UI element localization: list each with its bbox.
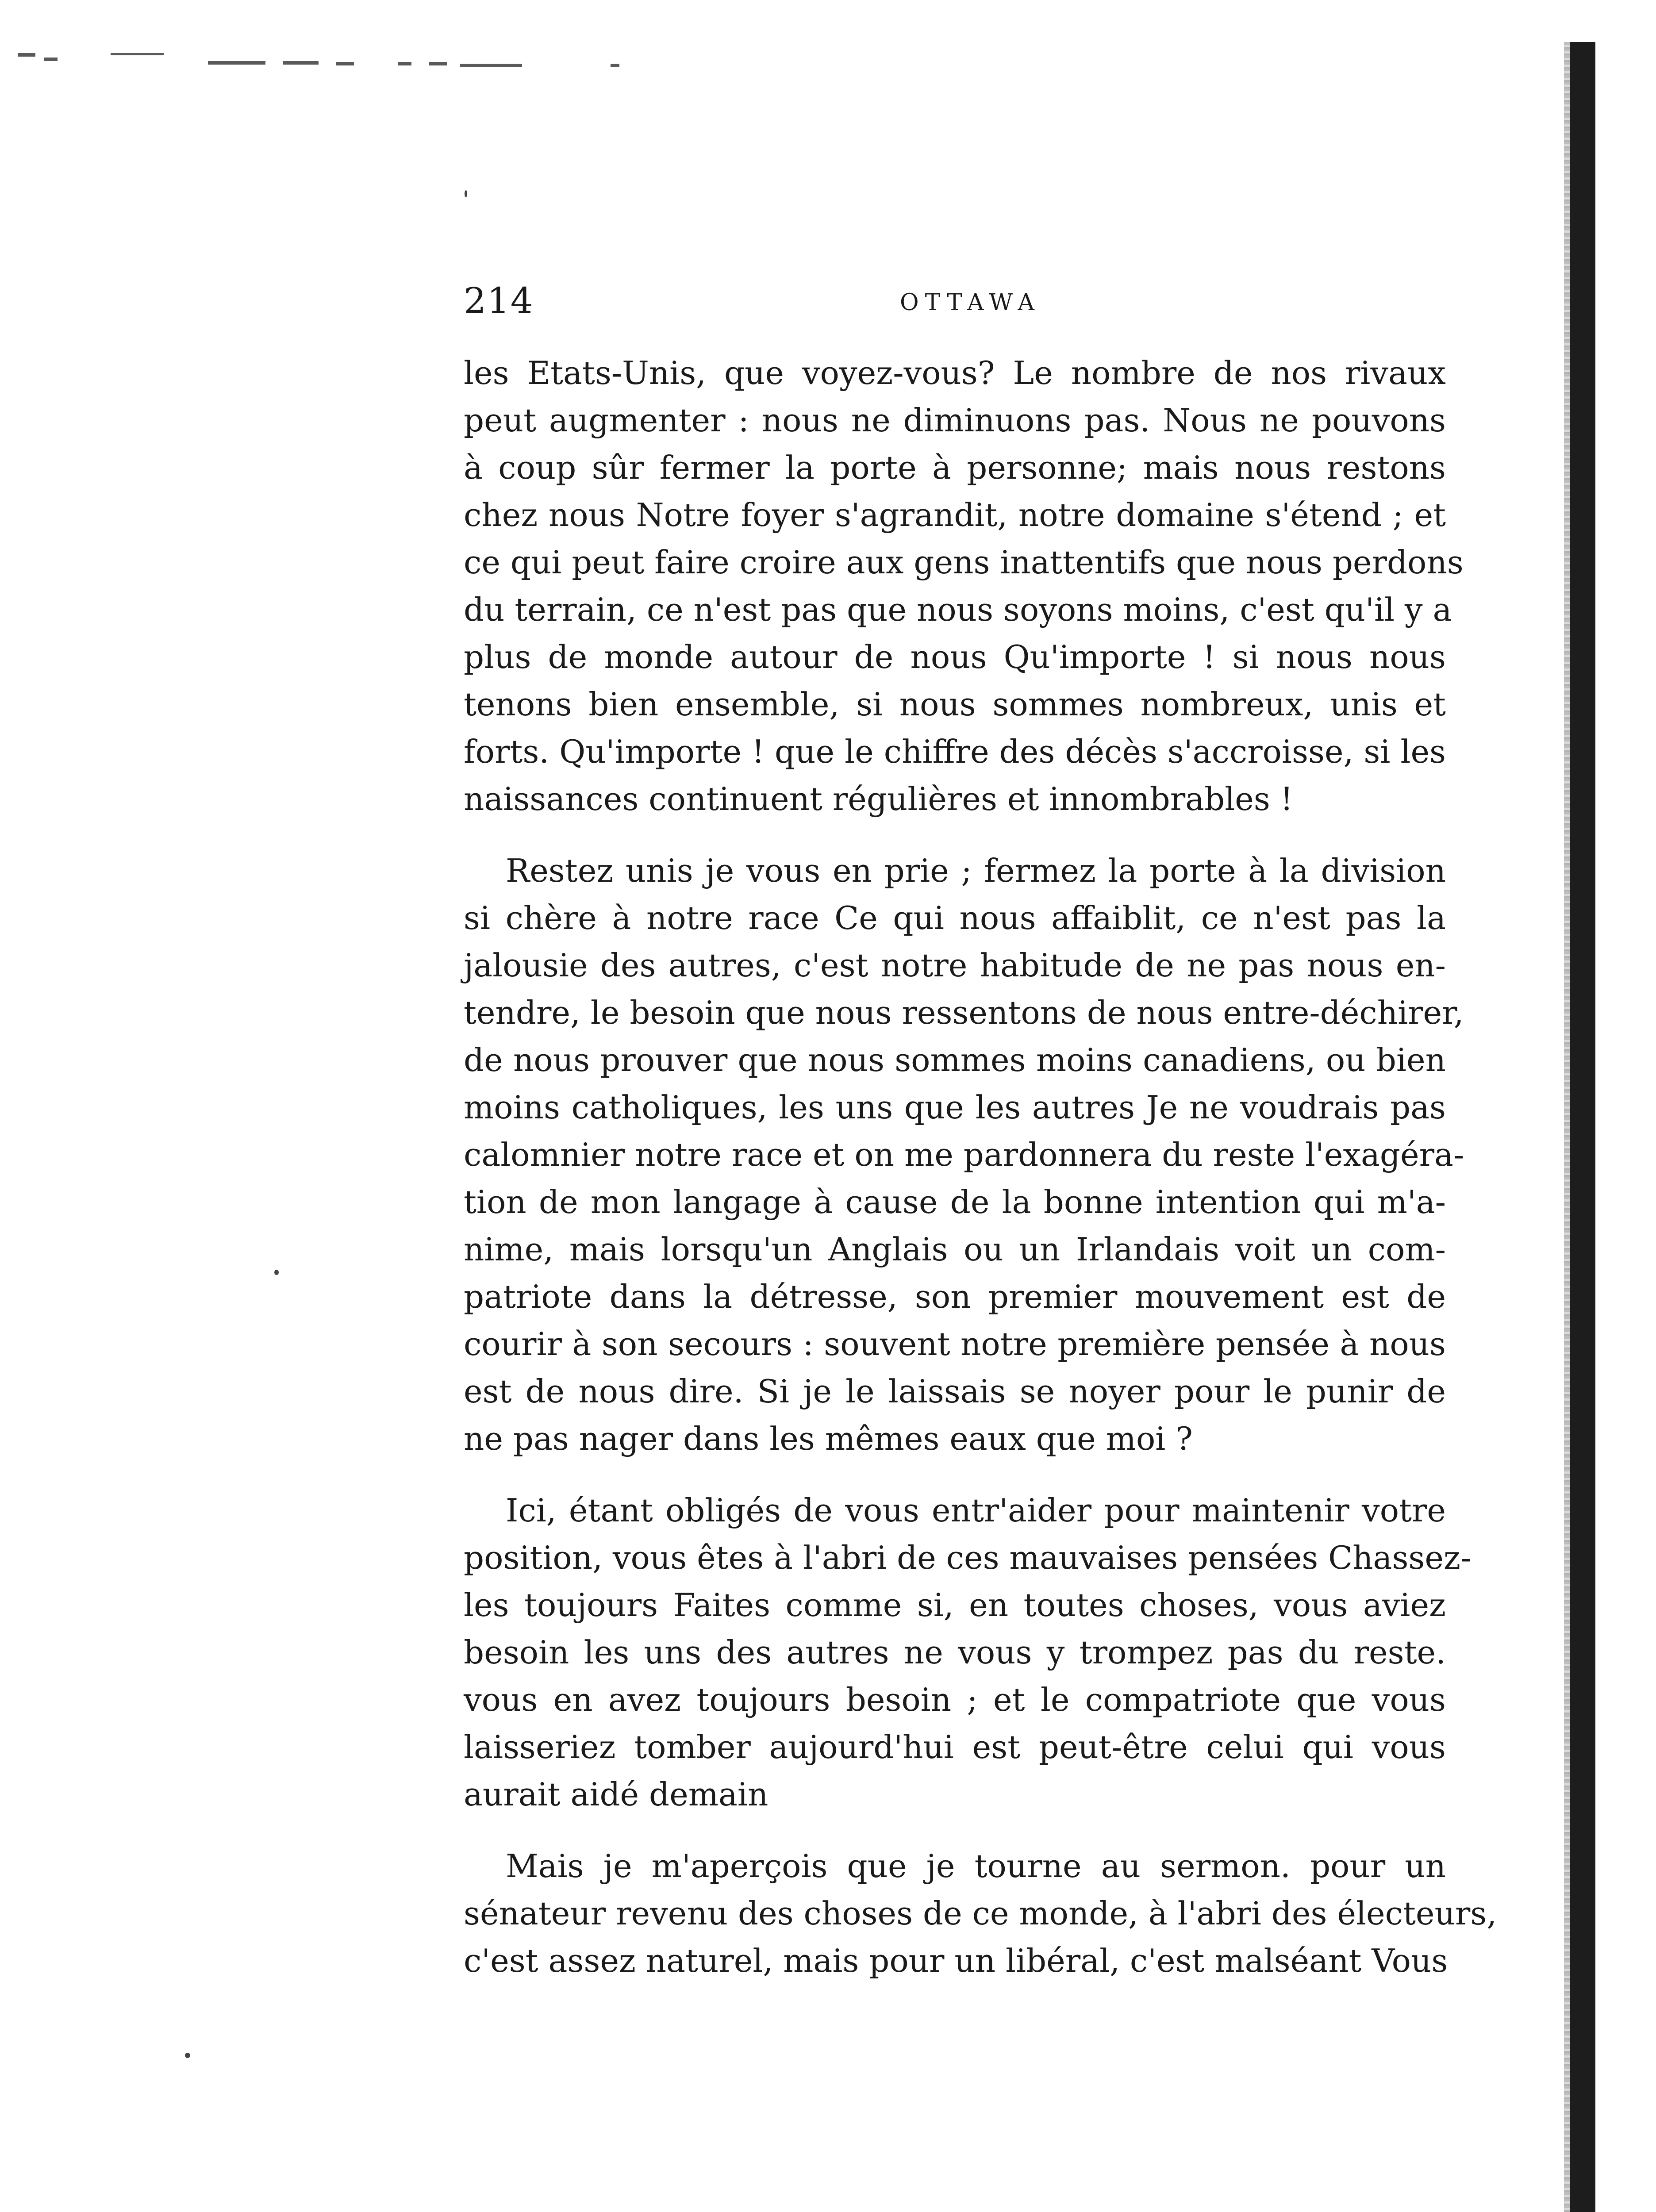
text-line: c'est assez naturel, mais pour un libéral, c'est malséant Vous (464, 1942, 1448, 1979)
text-line: les toujours Faites comme si, en toutes choses, vous aviez (464, 1586, 1446, 1624)
scan-speck (274, 1270, 279, 1275)
paragraph-2 (464, 847, 1464, 1463)
text-line: tion de mon langage à cause de la bonne intention qui m'a- (464, 1183, 1446, 1221)
text-line: les Etats-Unis, que voyez-vous? Le nombre de nos rivaux (464, 354, 1446, 392)
paragraph-1 (464, 349, 1464, 823)
text-line: moins catholiques, les uns que les autres Je ne voudrais pas (464, 1089, 1446, 1126)
text-line: position, vous êtes à l'abri de ces mauvaises pensées Chassez- (464, 1539, 1472, 1576)
page-header (464, 274, 1446, 327)
text-line: forts. Qu'importe ! que le chiffre des décès s'accroisse, si les (464, 733, 1446, 770)
text-line: Ici, étant obligés de vous entr'aider pour maintenir votre (506, 1492, 1446, 1529)
text-line: laisseriez tomber aujourd'hui est peut-être celui qui vous (464, 1728, 1446, 1766)
binding-strip (1570, 42, 1595, 2212)
text-line: tendre, le besoin que nous ressentons de nous entre-déchirer, (464, 994, 1464, 1031)
text-line: est de nous dire. Si je le laissais se noyer pour le punir de (464, 1373, 1446, 1410)
text-line: nime, mais lorsqu'un Anglais ou un Irlandais voit un com- (464, 1231, 1446, 1268)
text-line: aurait aidé demain (464, 1776, 768, 1813)
paragraph-4 (464, 1843, 1497, 1985)
scan-speck (185, 2053, 190, 2058)
text-line: courir à son secours : souvent notre première pensée à nous (464, 1325, 1446, 1363)
scan-speck (465, 190, 467, 197)
text-line: calomnier notre race et on me pardonnera du reste l'exagéra- (464, 1136, 1464, 1173)
text-line: ne pas nager dans les mêmes eaux que moi ? (464, 1420, 1193, 1457)
text-line: chez nous Notre foyer s'agrandit, notre domaine s'étend ; et (464, 496, 1446, 534)
text-line: besoin les uns des autres ne vous y trompez pas du reste. (464, 1634, 1446, 1671)
text-line: vous en avez toujours besoin ; et le compatriote que vous (464, 1681, 1446, 1718)
text-line: ce qui peut faire croire aux gens inattentifs que nous perdons (464, 544, 1464, 581)
text-line: plus de monde autour de nous Qu'importe ! si nous nous (464, 638, 1446, 676)
text-line: sénateur revenu des choses de ce monde, à l'abri des électeurs, (464, 1895, 1497, 1932)
text-line: si chère à notre race Ce qui nous affaiblit, ce n'est pas la (464, 899, 1446, 937)
running-head: OTTAWA (900, 289, 1041, 316)
text-line: Restez unis je vous en prie ; fermez la porte à la division (506, 852, 1446, 889)
text-line: à coup sûr fermer la porte à personne; mais nous restons (464, 449, 1446, 486)
text-line: peut augmenter : nous ne diminuons pas. Nous ne pouvons (464, 402, 1446, 439)
text-line: du terrain, ce n'est pas que nous soyons moins, c'est qu'il y a (464, 591, 1452, 628)
text-line: patriote dans la détresse, son premier mouvement est de (464, 1278, 1446, 1315)
paragraph-3 (464, 1487, 1472, 1818)
text-line: de nous prouver que nous sommes moins canadiens, ou bien (464, 1041, 1446, 1079)
text-line: jalousie des autres, c'est notre habitude de ne pas nous en- (464, 947, 1446, 984)
text-line: tenons bien ensemble, si nous sommes nombreux, unis et (464, 686, 1446, 723)
scan-noise-top (0, 44, 642, 84)
page-number: 214 (464, 280, 534, 321)
text-line: naissances continuent régulières et innombrables ! (464, 780, 1293, 818)
text-line: Mais je m'aperçois que je tourne au sermon. pour un (506, 1847, 1446, 1885)
body-text (464, 349, 1497, 2009)
